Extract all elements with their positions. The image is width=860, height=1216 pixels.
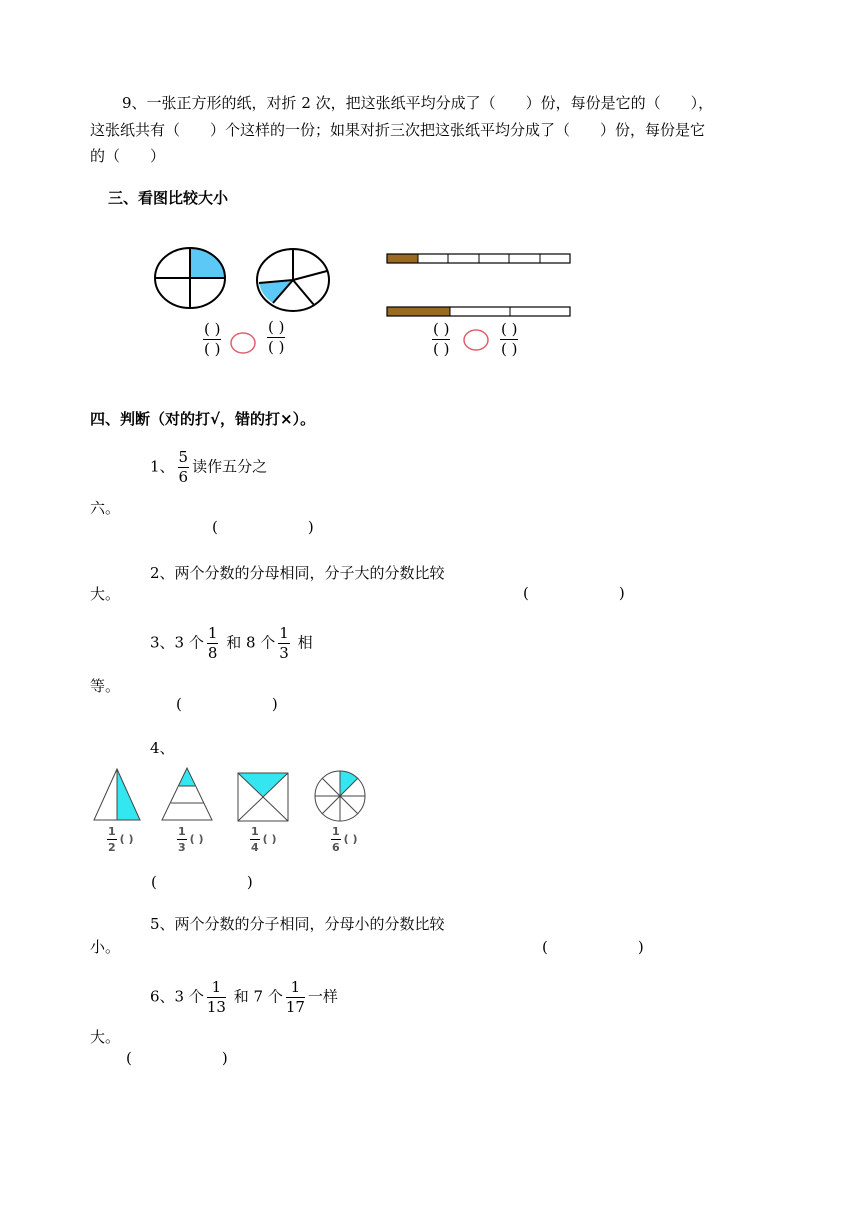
judge-item-3: 3、3 个 $\frac{1}{8}$ 和 8 个 $\frac{1}{3}$ 相 xyxy=(150,624,313,662)
judge-item-5: 5、两个分数的分子相同，分母小的分数比较 xyxy=(150,915,445,933)
judge-item-3-cont: 等。 xyxy=(90,677,121,695)
blank-frac-2[interactable]: $\frac{( )}{( )}$ xyxy=(268,318,285,356)
square-quarters-figure xyxy=(238,773,288,821)
answer-paren-3[interactable]: ( ) xyxy=(176,695,278,713)
figure-label-2: $\frac{1}{3}$ ( ) xyxy=(178,825,204,854)
judge-item-6-cont: 大。 xyxy=(90,1028,121,1046)
circle-pieces-figure xyxy=(315,771,365,821)
q9-line2: 这张纸共有（ ）个这样的一份；如果对折三次把这张纸平均分成了（ ）份，每份是它 xyxy=(90,121,706,139)
section3-title: 三、看图比较大小 xyxy=(108,189,229,207)
answer-paren-4[interactable]: ( ) xyxy=(151,873,253,891)
section4-title: 四、判断（对的打√，错的打×）。 xyxy=(90,410,316,428)
judge-item-1: 1、 $\frac{5}{6}$ 读作五分之 xyxy=(150,448,268,486)
figure-label-3: $\frac{1}{4}$ ( ) xyxy=(251,825,277,854)
answer-paren-6[interactable]: ( ) xyxy=(126,1049,228,1067)
judge-item-2: 2、两个分数的分母相同，分子大的分数比较 xyxy=(150,564,445,582)
answer-paren-5[interactable]: ( ) xyxy=(542,938,644,956)
answer-paren-2[interactable]: ( ) xyxy=(523,584,625,602)
figure-label-4: $\frac{1}{6}$ ( ) xyxy=(332,825,358,854)
figure-label-1: $\frac{1}{2}$ ( ) xyxy=(108,825,134,854)
triangle-thirds-figure xyxy=(162,768,212,820)
blank-frac-4[interactable]: $\frac{( )}{( )}$ xyxy=(501,320,518,358)
judge-item-4: 4、 xyxy=(150,739,175,757)
judge-item-5-cont: 小。 xyxy=(90,938,121,956)
judge-item-6: 6、3 个 $\frac{1}{13}$ 和 7 个 $\frac{1}{17}$ 一样 xyxy=(150,978,338,1016)
blank-frac-1[interactable]: $\frac{( )}{( )}$ xyxy=(204,320,221,358)
answer-paren-1[interactable]: ( ) xyxy=(212,518,314,536)
q9-line1: 9、一张正方形的纸，对折 2 次，把这张纸平均分成了（ ）份，每份是它的（ ）， xyxy=(122,94,714,112)
judge-item-1-cont: 六。 xyxy=(90,499,121,517)
q9-line3: 的（ ） xyxy=(90,147,166,165)
blank-frac-3[interactable]: $\frac{( )}{( )}$ xyxy=(433,320,450,358)
judge-item-2-cont: 大。 xyxy=(90,585,121,603)
triangle-half-figure xyxy=(94,769,140,820)
